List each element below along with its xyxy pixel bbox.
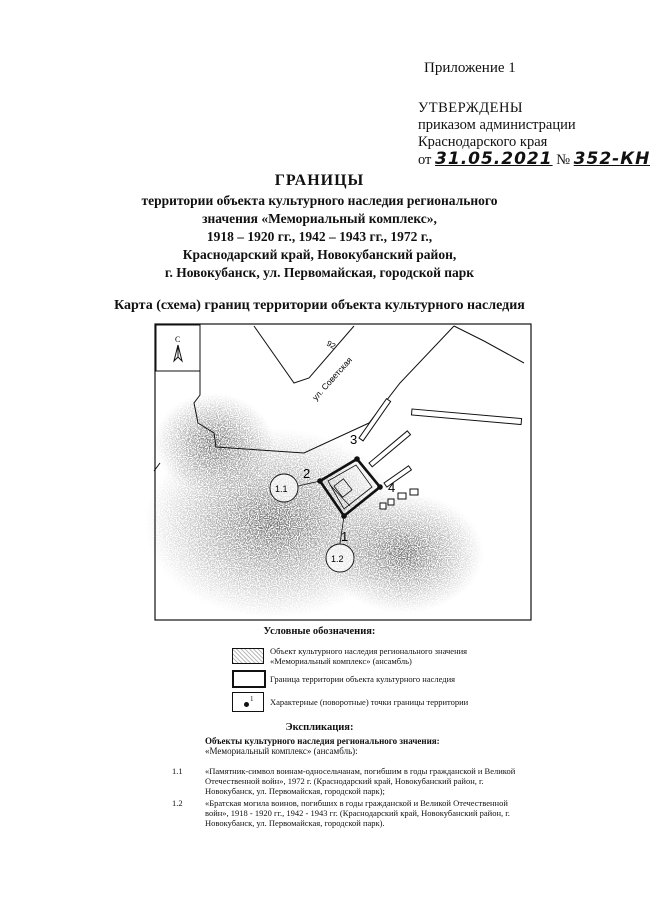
handwritten-number: 352-КН	[573, 149, 650, 169]
appendix-label: Приложение 1	[424, 60, 516, 76]
document-title: ГРАНИЦЫ	[274, 172, 365, 189]
point-4-dot	[377, 484, 383, 490]
approval-line-2: приказом администрации	[418, 117, 576, 133]
boundary-line-icon	[232, 670, 266, 688]
title-line-2: значения «Мемориальный комплекс»,	[202, 211, 437, 226]
explication-number-1: 1.1	[172, 766, 183, 776]
explication-number-2: 1.2	[172, 798, 183, 808]
dotted-area-icon	[232, 648, 264, 664]
point-1-label: 1	[341, 529, 349, 544]
legend-item-object: Объект культурного наследия регионального значения «Мемориальный комплекс» (ансамбль)	[232, 646, 522, 668]
approval-date-line	[418, 151, 650, 169]
document-title-block	[0, 172, 639, 282]
object-1-2-label: 1.2	[331, 554, 344, 564]
title-line-4: Краснодарский край, Новокубанский район,	[182, 247, 457, 262]
approval-title: УТВЕРЖДЕНЫ	[418, 100, 524, 116]
title-line-5: г. Новокубанск, ул. Первомайская, городской парк	[164, 265, 475, 280]
title-line-1: территории объекта культурного наследия регионального	[141, 193, 498, 208]
point-3-dot	[354, 456, 360, 462]
approval-line-3: Краснодарского края	[418, 134, 548, 150]
explication-heading: Объекты культурного наследия регионального значения: «Мемориальный комплекс» (ансамбль):	[205, 736, 440, 756]
approval-block	[418, 100, 650, 169]
explication-item-1: «Памятник-символ воинам-односельчанам, погибшим в годы гражданской и Великой Отечественной войн», 1972 г. (Краснодарский край, Новокубанский район, г. Новокубанск, ул. Первомайская, городской парк);	[205, 766, 516, 796]
point-3-label: 3	[350, 432, 358, 447]
turning-point-icon: 1	[232, 692, 264, 712]
house-number: 92	[325, 338, 338, 351]
date-prefix: от	[418, 152, 432, 168]
explication-title: Экспликация:	[285, 722, 354, 733]
number-prefix: №	[556, 152, 571, 168]
handwritten-date: 31.05.2021	[435, 149, 553, 169]
legend-item-boundary: Граница территории объекта культурного наследия	[232, 670, 522, 688]
street-label: ул. Советская	[310, 354, 355, 403]
boundary-map	[154, 323, 534, 623]
explication-item-2: «Братская могила воинов, погибших в годы гражданской и Великой Отечественной войн», 1918 - 1920 гг., 1942 - 1943 гг. (Краснодарский край, Новокубанский район, г. Новокубанск, ул. Первомайская, городской парк).	[205, 798, 510, 828]
point-4-label: 4	[388, 480, 396, 495]
north-letter: С	[175, 335, 181, 344]
point-2-label: 2	[303, 466, 311, 481]
title-line-3: 1918 – 1920 гг., 1942 – 1943 гг., 1972 г.,	[206, 229, 433, 244]
legend-item-points: 1 Характерные (поворотные) точки границы территории	[232, 692, 522, 714]
legend-title: Условные обозначения:	[263, 626, 376, 637]
map-caption: Карта (схема) границ территории объекта культурного наследия	[114, 298, 525, 313]
north-arrow-icon	[156, 325, 200, 371]
object-1-1-label: 1.1	[275, 484, 288, 494]
